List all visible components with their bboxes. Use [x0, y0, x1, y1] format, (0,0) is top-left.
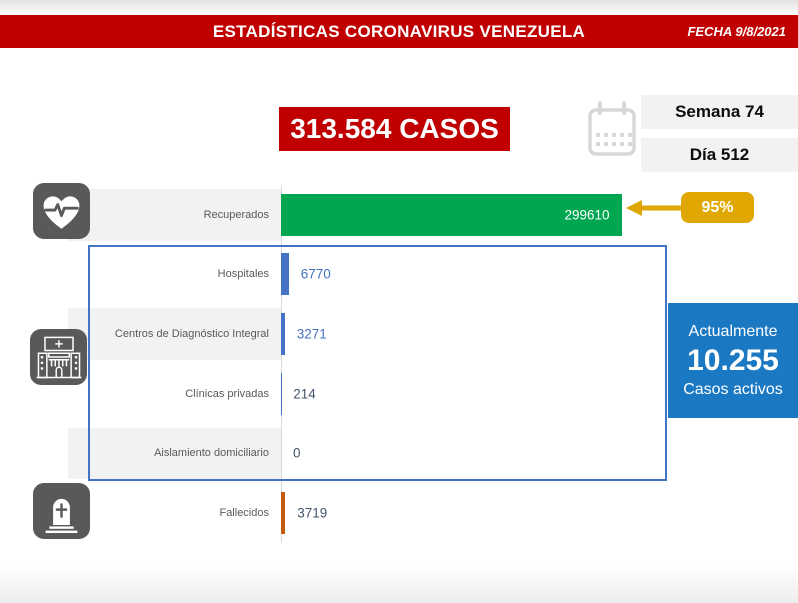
value-label: 0	[293, 445, 301, 461]
category-label: Recuperados	[203, 208, 269, 221]
top-shadow	[0, 0, 798, 15]
hospital-icon	[30, 329, 87, 385]
category-label: Hospitales	[217, 268, 269, 281]
value-label: 299610	[564, 207, 610, 223]
value-label: 6770	[300, 266, 331, 282]
deaths-bar	[281, 492, 285, 534]
category-label: Clínicas privadas	[185, 387, 269, 400]
category-label: Fallecidos	[219, 507, 269, 520]
date-label: FECHA 9/8/2021	[687, 24, 786, 39]
total-cases-box	[279, 107, 510, 151]
value-label: 214	[293, 386, 316, 402]
category-label: Aislamiento domiciliario	[154, 447, 269, 460]
bottom-shadow	[0, 565, 798, 603]
value-label: 3271	[296, 326, 327, 342]
active-cases-heading: Actualmente	[688, 322, 778, 340]
recovered-percent-badge	[681, 192, 754, 223]
calendar-icon	[587, 100, 637, 162]
left-arrow-icon	[626, 196, 684, 220]
heartbeat-icon	[33, 183, 90, 239]
active-cases-box	[668, 303, 798, 418]
active-cases-caption: Casos activos	[683, 380, 783, 398]
page-title: ESTADÍSTICAS CORONAVIRUS VENEZUELA	[212, 22, 586, 41]
recovered-percent-label: 95%	[701, 198, 734, 216]
week-label: Semana 74	[675, 102, 764, 121]
highlight-rectangle	[88, 245, 667, 481]
chart-row-fallecidos	[88, 483, 665, 543]
day-label: Día 512	[689, 145, 750, 164]
category-label: Centros de Diagnóstico Integral	[114, 328, 269, 341]
week-box	[641, 95, 798, 129]
banner	[0, 15, 798, 48]
tombstone-icon	[33, 483, 90, 539]
value-label: 3719	[297, 505, 328, 521]
total-cases-label: 313.584 CASOS	[290, 113, 499, 144]
day-box	[641, 138, 798, 172]
active-cases-value: 10.255	[687, 343, 779, 377]
chart-row-recuperados	[88, 185, 665, 245]
